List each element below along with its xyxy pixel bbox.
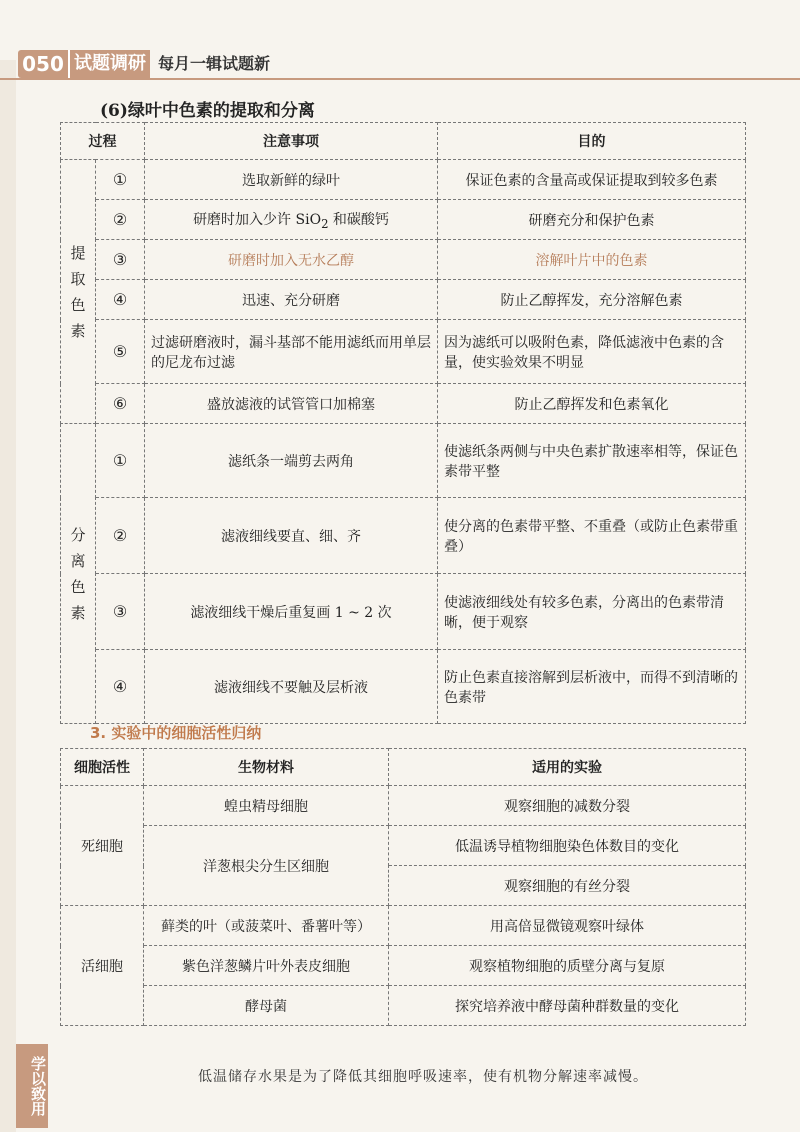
purpose-cell: 保证色素的含量高或保证提取到较多色素: [438, 160, 746, 200]
purpose-cell: 研磨充分和保护色素: [438, 200, 746, 240]
material-cell: 藓类的叶（或菠菜叶、番薯叶等）: [144, 906, 389, 946]
row-number: ④: [96, 280, 145, 320]
col-header-process: 过程: [61, 123, 145, 160]
note-cell: 迅速、充分研磨: [145, 280, 438, 320]
table1-title: (6)绿叶中色素的提取和分离: [100, 101, 315, 121]
cell-activity-table: [60, 748, 746, 1026]
footer-tip: 低温储存水果是为了降低其细胞呼吸速率，使有机物分解速率减慢。: [198, 1069, 648, 1085]
row-number: ③: [96, 240, 145, 280]
note-cell: 滤纸条一端剪去两角: [145, 424, 438, 498]
col-header-experiment: 适用的实验: [389, 749, 746, 786]
table-row: [61, 384, 746, 424]
purpose-cell: 使分离的色素带平整、不重叠（或防止色素带重叠）: [438, 498, 746, 574]
note-cell: 滤液细线不要触及层析液: [145, 650, 438, 724]
col-header-purpose: 目的: [438, 123, 746, 160]
note-cell: 选取新鲜的绿叶: [145, 160, 438, 200]
experiment-cell: 观察细胞的减数分裂: [389, 786, 746, 826]
note-cell-highlight: 研磨时加入无水乙醇: [145, 240, 438, 280]
note-cell: [145, 200, 438, 240]
col-header-activity: 细胞活性: [61, 749, 144, 786]
material-cell: 洋葱根尖分生区细胞: [144, 826, 389, 906]
table2-title: 3. 实验中的细胞活性归纳: [90, 724, 262, 742]
note-text: 研磨时加入少许 SiO: [193, 211, 322, 228]
footer-tag: 学以致用: [16, 1044, 48, 1128]
note-cell: 滤液细线要直、细、齐: [145, 498, 438, 574]
page-footer: [0, 1042, 800, 1132]
group-label-separate: 分离色素: [61, 424, 96, 724]
table-header-row: [61, 123, 746, 160]
experiment-cell: 低温诱导植物细胞染色体数目的变化: [389, 826, 746, 866]
material-cell: 蝗虫精母细胞: [144, 786, 389, 826]
table-row: [61, 424, 746, 498]
row-number: ①: [96, 160, 145, 200]
table-row: [61, 786, 746, 826]
left-margin-strip: [0, 60, 16, 1132]
row-number: ④: [96, 650, 145, 724]
table-row: [61, 946, 746, 986]
pigment-table: [60, 122, 746, 724]
subscript: 2: [321, 216, 329, 231]
table-row: [61, 826, 746, 866]
purpose-cell: 使滤纸条两侧与中央色素扩散速率相等，保证色素带平整: [438, 424, 746, 498]
row-number: ③: [96, 574, 145, 650]
experiment-cell: 观察植物细胞的质壁分离与复原: [389, 946, 746, 986]
table-row: [61, 320, 746, 384]
header-subtitle: 每月一辑试题新: [158, 54, 271, 73]
purpose-cell: 因为滤纸可以吸附色素，降低滤液中色素的含量，使实验效果不明显: [438, 320, 746, 384]
page-number: 050: [18, 50, 68, 78]
col-header-material: 生物材料: [144, 749, 389, 786]
table-row: [61, 986, 746, 1026]
header-divider: [0, 78, 800, 80]
activity-live: 活细胞: [61, 906, 144, 1026]
row-number: ⑥: [96, 384, 145, 424]
experiment-cell: 观察细胞的有丝分裂: [389, 866, 746, 906]
row-number: ①: [96, 424, 145, 498]
note-cell: 过滤研磨液时，漏斗基部不能用滤纸而用单层的尼龙布过滤: [145, 320, 438, 384]
experiment-cell: 用高倍显微镜观察叶绿体: [389, 906, 746, 946]
table-row: [61, 240, 746, 280]
purpose-cell-highlight: 溶解叶片中的色素: [438, 240, 746, 280]
table-row: [61, 574, 746, 650]
row-number: ⑤: [96, 320, 145, 384]
note-cell: 滤液细线干燥后重复画 1 ~ 2 次: [145, 574, 438, 650]
table-row: [61, 200, 746, 240]
table-row: [61, 280, 746, 320]
material-cell: 酵母菌: [144, 986, 389, 1026]
purpose-cell: 使滤液细线处有较多色素，分离出的色素带清晰，便于观察: [438, 574, 746, 650]
purpose-cell: 防止乙醇挥发和色素氧化: [438, 384, 746, 424]
table-row: [61, 650, 746, 724]
note-text: 和碳酸钙: [328, 211, 389, 228]
purpose-cell: 防止乙醇挥发，充分溶解色素: [438, 280, 746, 320]
row-number: ②: [96, 498, 145, 574]
table-row: [61, 498, 746, 574]
table-header-row: [61, 749, 746, 786]
activity-dead: 死细胞: [61, 786, 144, 906]
group-label-extract: 提取色素: [61, 160, 96, 424]
table-row: [61, 160, 746, 200]
note-cell: 盛放滤液的试管管口加棉塞: [145, 384, 438, 424]
col-header-notes: 注意事项: [145, 123, 438, 160]
experiment-cell: 探究培养液中酵母菌种群数量的变化: [389, 986, 746, 1026]
row-number: ②: [96, 200, 145, 240]
page-header: [0, 44, 800, 86]
section-tag: 试题调研: [68, 50, 150, 78]
purpose-cell: 防止色素直接溶解到层析液中，而得不到清晰的色素带: [438, 650, 746, 724]
material-cell: 紫色洋葱鳞片叶外表皮细胞: [144, 946, 389, 986]
table-row: [61, 906, 746, 946]
